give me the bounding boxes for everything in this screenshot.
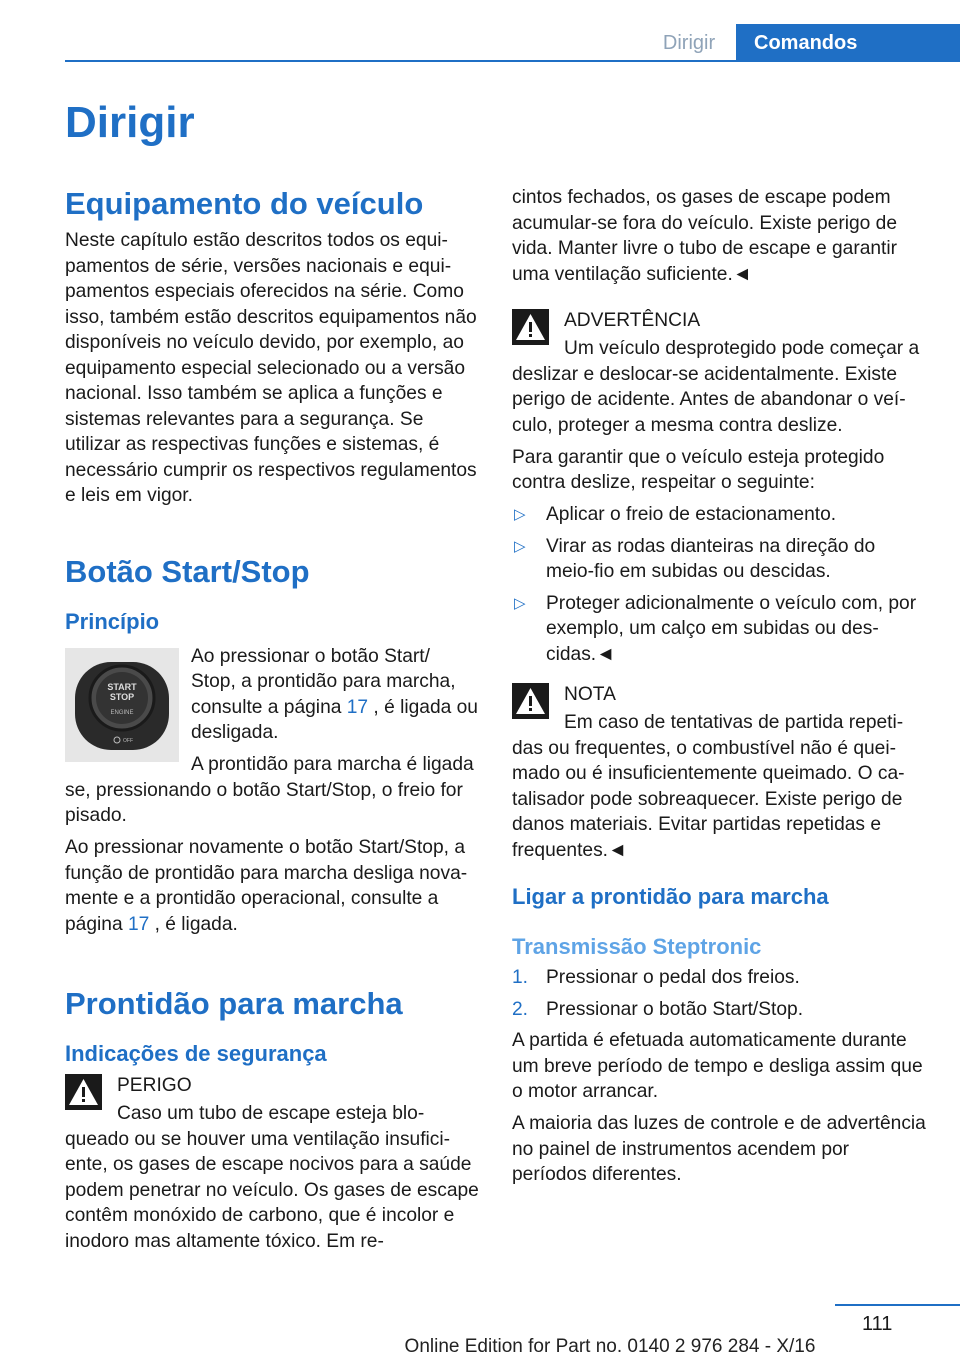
- heading-switch-on-readiness: Ligar a prontidão para marcha: [512, 884, 829, 909]
- safety-bullet-list: [512, 502, 926, 667]
- header-rule: [65, 60, 960, 62]
- equipment-paragraph: Neste capítulo estão descritos todos os equipamentos de série, versões nacionais e equipamentos especiais oferecidos na série. Como isso, também estão descritos equipamentos não disponíveis no veículo devido, por exemplo, ao equipamento especial selecionado ou a versão nacional. Isso também se aplica a funções e sistemas relevantes para a segurança. Se utilizar as respectivas funções e sistemas, é necessário cumprir os respectivos regulamentos e leis em vigor.: [65, 230, 477, 506]
- steps-list: [512, 965, 926, 1022]
- header-section-label: Dirigir: [662, 32, 716, 54]
- warning-triangle-icon: [512, 309, 549, 345]
- heading-start-stop-button: Botão Start/Stop: [65, 553, 310, 589]
- left-column: [65, 185, 480, 1261]
- step-number: 1.: [512, 967, 529, 988]
- header-chapter-tab: Comandos: [736, 24, 960, 62]
- triangle-bullet-icon: ▷: [514, 594, 526, 612]
- warning-label: ADVERTÊNCIA: [564, 310, 701, 331]
- warning-notice: [512, 305, 926, 438]
- start-paragraph-2: A maioria das luzes de controle e de advertência no painel de instrumentos acendem por períodos diferentes.: [512, 1113, 926, 1185]
- list-item: ▷ Proteger adicionalmente o veículo com, por exemplo, um calço em subidas ou descidas.◄: [514, 592, 917, 665]
- triangle-bullet-icon: ▷: [514, 506, 526, 523]
- note-paragraph: Em caso de tentativas de partida repetidas ou frequentes, o combustível não é queimado ou é insuficientemente queimado. O catalisador pode sobreaquecer. Existe perigo de danos materiais. Evitar partidas repetidas e frequentes.◄: [512, 712, 905, 861]
- page-title: Dirigir: [65, 98, 195, 147]
- ensure-paragraph: Para garantir que o veículo esteja protegido contra deslize, respeitar o seguinte:: [512, 446, 885, 493]
- triangle-bullet-icon: ▷: [514, 537, 526, 555]
- heading-drive-readiness: Prontidão para marcha: [65, 986, 403, 1021]
- page-link-17[interactable]: 17: [346, 696, 369, 718]
- button-start-text: START: [107, 681, 137, 692]
- list-item: ▷ Aplicar o freio de estacionamento.: [512, 502, 926, 528]
- list-item: 1. Pressionar o pedal dos freios.: [512, 965, 926, 991]
- danger-notice: [65, 1070, 480, 1254]
- start-stop-button-image: [65, 648, 179, 762]
- heading-steptronic: Transmissão Steptronic: [512, 934, 762, 959]
- button-off-text: OFF: [123, 737, 133, 744]
- note-label: NOTA: [564, 684, 616, 705]
- warning-triangle-icon: [65, 1074, 102, 1110]
- heading-principle: Princípio: [65, 608, 160, 634]
- danger-paragraph-continued: cintos fechados, os gases de escape podem acumular-se fora do veículo. Existe perigo de vida. Manter livre o tubo de escape e garantir uma ventilação suficiente.◄: [512, 187, 898, 285]
- footer-rule: [835, 1304, 960, 1306]
- note-notice: [512, 679, 926, 863]
- principle-paragraph-1: Ao pressionar o botão Start/ Stop, a prontidão para marcha, consulte a página 17 , é ligada ou desligada.: [191, 645, 478, 743]
- heading-safety-notes: Indicações de segurança: [65, 1041, 327, 1066]
- page-link-17-second[interactable]: 17: [127, 913, 150, 935]
- danger-paragraph: Caso um tubo de escape esteja bloqueado ou se houver uma ventilação insuficiente, os gases de escape nocivos para a saúde podem penetrar no veículo. Os gases de escape contêm monóxido de carbono, que é incolor e inodoro mas altamente tóxico. Em re-: [65, 1103, 479, 1252]
- footer-edition: Online Edition for Part no. 0140 2 976 284 - X/16: [404, 1336, 816, 1357]
- start-paragraph-1: A partida é efetuada automaticamente durante um breve período de tempo e desliga assim que o motor arrancar.: [512, 1030, 923, 1102]
- button-stop-text: STOP: [109, 691, 135, 702]
- warning-paragraph: Um veículo desprotegido pode começar a deslizar e deslocar-se acidentalmente. Existe perigo de acidente. Antes de abandonar o veículo, proteger a mesma contra deslize.: [512, 338, 920, 436]
- page-number: 111: [862, 1313, 893, 1335]
- danger-label: PERIGO: [117, 1075, 192, 1096]
- step-number: 2.: [512, 998, 529, 1020]
- start-stop-button-icon: [65, 648, 179, 762]
- right-column: [512, 185, 926, 1194]
- heading-vehicle-equipment: Equipamento do veículo: [65, 186, 424, 221]
- list-item: 2. Pressionar o botão Start/Stop.: [512, 997, 926, 1023]
- principle-paragraph-2: A prontidão para marcha é ligada se, pressionando o botão Start/Stop, o freio for pisado.: [65, 754, 474, 826]
- button-engine-text: ENGINE: [110, 709, 134, 716]
- warning-triangle-icon: [512, 683, 549, 719]
- list-item: ▷ Virar as rodas dianteiras na direção do meio-fio em subidas ou descidas.: [514, 535, 876, 582]
- principle-paragraph-3: Ao pressionar novamente o botão Start/Stop, a função de prontidão para marcha desliga novamente e a prontidão operacional, consulte a página 17 , é ligada.: [65, 837, 468, 935]
